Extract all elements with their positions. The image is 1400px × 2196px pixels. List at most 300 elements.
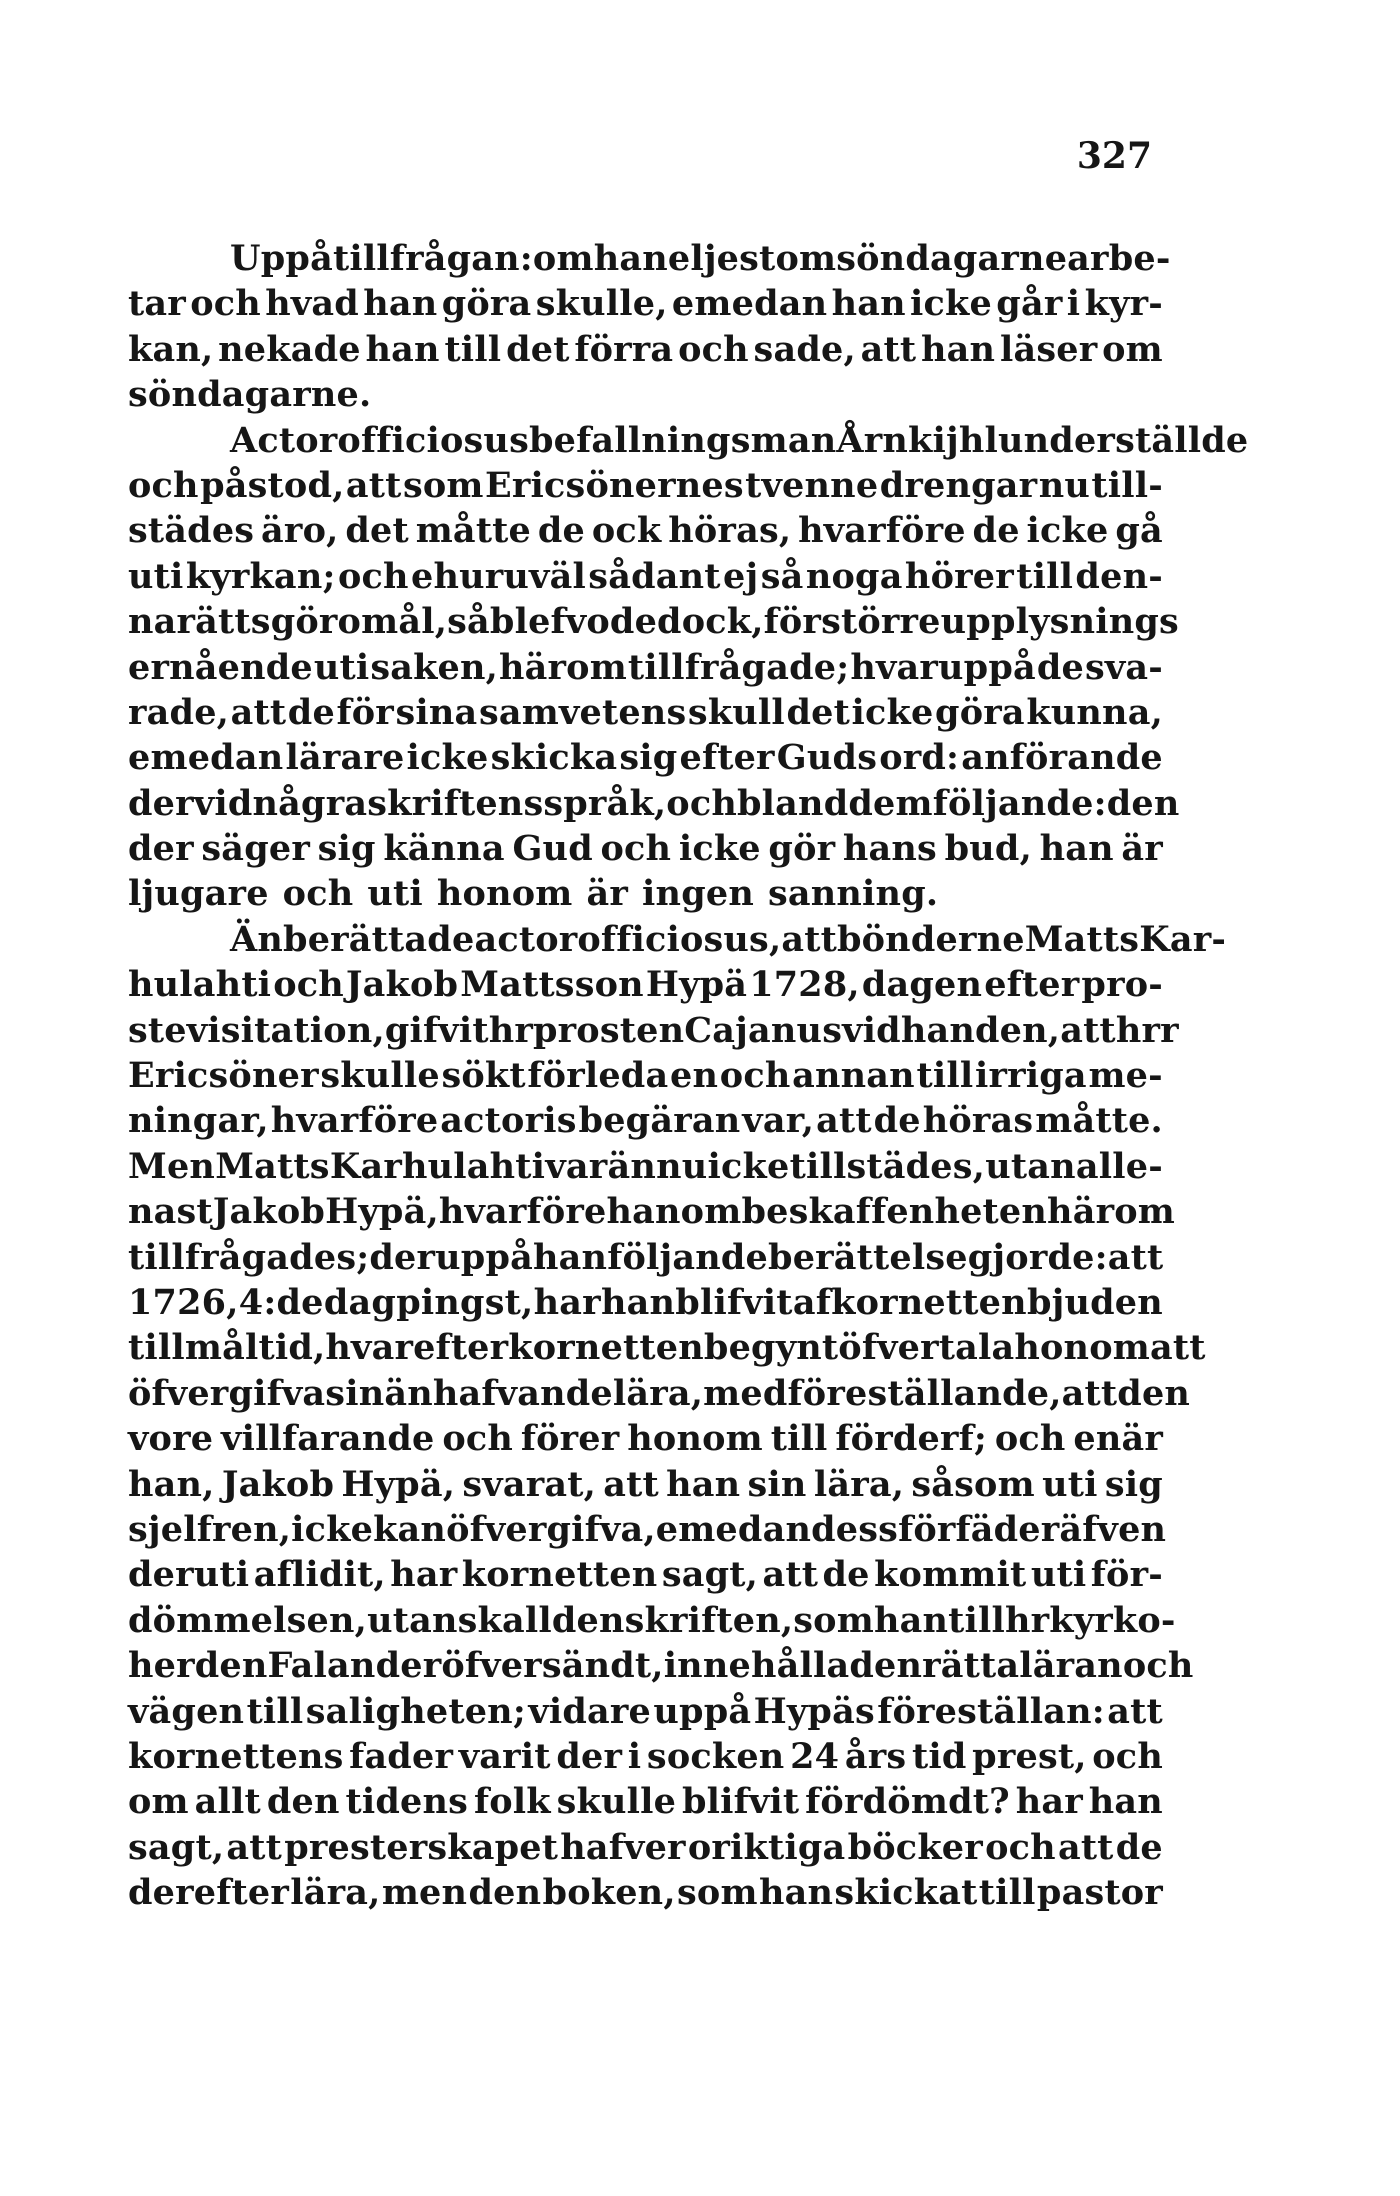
word: hafver xyxy=(560,1826,686,1868)
word: uti xyxy=(128,555,184,597)
word: ord: xyxy=(879,737,960,779)
word: till xyxy=(770,1418,828,1460)
word: att xyxy=(1060,1009,1116,1051)
word: för xyxy=(336,691,394,733)
word: sig xyxy=(317,828,376,870)
word: föreställande, xyxy=(787,1372,1062,1414)
word: så xyxy=(447,601,490,643)
word: alle- xyxy=(1075,1145,1163,1187)
word: och xyxy=(273,964,344,1006)
word: sagt, xyxy=(128,1826,225,1868)
word: handen, xyxy=(900,1009,1061,1051)
word: noga xyxy=(805,555,903,597)
word: att xyxy=(1061,1372,1118,1414)
word: om xyxy=(680,1191,742,1233)
word: att xyxy=(1149,1327,1206,1369)
word: lärare xyxy=(285,737,405,779)
text-line xyxy=(128,1235,1163,1280)
word: svarat, xyxy=(462,1463,596,1505)
word: läran xyxy=(1019,1645,1123,1687)
word: gå xyxy=(1115,510,1163,552)
word: lära, xyxy=(612,1372,704,1414)
text-line xyxy=(128,1507,1167,1552)
word: bud, xyxy=(944,828,1032,870)
text-line xyxy=(128,1416,1163,1461)
word: icke xyxy=(910,283,992,325)
word: ingen xyxy=(642,873,754,915)
word: göromål, xyxy=(270,601,448,643)
word: gifvit xyxy=(384,1009,489,1051)
word: och xyxy=(994,1418,1066,1460)
word: 4:de xyxy=(238,1281,324,1323)
word: måtte xyxy=(415,510,532,552)
word: de xyxy=(1036,646,1084,688)
word: göra xyxy=(441,283,532,325)
text-line xyxy=(128,1734,1163,1779)
word: sade, xyxy=(753,328,856,370)
word: skriften, xyxy=(624,1599,794,1641)
word: den xyxy=(1117,1372,1191,1414)
text-line xyxy=(128,1462,1163,1507)
word: ningar, xyxy=(128,1100,269,1142)
word: sanning. xyxy=(767,873,939,915)
word: hvaruppå xyxy=(850,646,1036,688)
word: irriga xyxy=(974,1055,1087,1097)
word: varit xyxy=(458,1735,551,1777)
word: sin xyxy=(747,1463,807,1505)
word: blefvo xyxy=(489,601,610,643)
word: höras xyxy=(922,1100,1034,1142)
word: att xyxy=(1107,1690,1163,1732)
word: föreställan: xyxy=(877,1690,1105,1732)
word: ännu xyxy=(607,1145,708,1187)
word: samvetens xyxy=(478,691,687,733)
word: förleda xyxy=(527,1055,669,1097)
word: kyrko- xyxy=(1049,1599,1176,1641)
word: sådant xyxy=(588,555,721,597)
word: han xyxy=(831,283,906,325)
word: som xyxy=(402,464,484,506)
word: förderf; xyxy=(835,1418,987,1460)
word: pingst, xyxy=(396,1281,534,1323)
word: hvarföre xyxy=(270,1100,439,1142)
word: Actor xyxy=(230,419,338,461)
word: om xyxy=(1102,328,1163,370)
word: sagt, xyxy=(661,1554,759,1596)
word: om xyxy=(532,238,594,279)
word: utan xyxy=(985,1145,1076,1187)
word: till xyxy=(444,328,502,370)
word: emedan xyxy=(671,283,828,325)
word: skull xyxy=(687,691,785,733)
word: pro- xyxy=(1081,964,1163,1006)
word: att xyxy=(226,1826,283,1868)
word: Jakob xyxy=(221,1463,335,1505)
text-line xyxy=(128,871,1163,916)
word: härom xyxy=(499,646,627,688)
word: han xyxy=(533,1236,608,1278)
word: de xyxy=(873,1100,921,1142)
word: 1726, xyxy=(128,1281,239,1323)
word: icke xyxy=(851,691,934,733)
word: som xyxy=(677,1872,758,1914)
word: icke xyxy=(707,1145,790,1187)
word: der xyxy=(128,828,194,870)
text-line xyxy=(128,781,1180,826)
word: till- xyxy=(1091,464,1163,506)
word: den xyxy=(1106,782,1180,824)
word: kan, xyxy=(128,328,214,370)
word: den- xyxy=(1075,555,1163,597)
word: de xyxy=(287,691,335,733)
word: och xyxy=(190,283,261,325)
word: ej xyxy=(723,555,759,597)
word: tvenne xyxy=(745,464,879,506)
word: språk, xyxy=(543,782,667,824)
word: har xyxy=(533,1281,601,1323)
word: göra xyxy=(935,691,1025,733)
word: i xyxy=(1066,283,1081,325)
word: utan xyxy=(367,1599,458,1641)
word: tillstädes, xyxy=(789,1145,986,1187)
word: folk xyxy=(473,1781,551,1823)
word: att xyxy=(781,918,837,960)
word: Cajanus xyxy=(684,1009,843,1051)
word: herden xyxy=(128,1645,268,1687)
word: lära, xyxy=(290,1872,381,1914)
word: han xyxy=(606,1191,681,1233)
word: böcker xyxy=(847,1826,983,1868)
word: Hypäs xyxy=(753,1690,875,1732)
word: me- xyxy=(1088,1055,1163,1097)
word: dag xyxy=(323,1281,397,1323)
word: följande: xyxy=(932,782,1107,824)
text-line xyxy=(128,1779,1163,1824)
word: begäran xyxy=(578,1100,741,1142)
word: en xyxy=(670,1055,719,1097)
word: Men xyxy=(128,1145,216,1187)
word: den xyxy=(266,1781,340,1823)
word: actor xyxy=(474,918,578,960)
word: Mattsson xyxy=(460,964,644,1006)
word: oriktiga xyxy=(687,1826,846,1868)
word: följande xyxy=(607,1236,769,1278)
word: skriftens xyxy=(367,782,544,824)
word: till xyxy=(128,1327,185,1369)
word: aflidit, xyxy=(253,1554,386,1596)
text-line xyxy=(128,236,1171,281)
word: och xyxy=(678,328,749,370)
word: den xyxy=(849,1645,923,1687)
word: uppå xyxy=(653,1690,752,1732)
word: tillfrågan: xyxy=(332,238,533,279)
word: ock xyxy=(591,510,662,552)
text-line xyxy=(128,1870,1163,1915)
word: skulle xyxy=(320,1055,440,1097)
word: skicka xyxy=(490,737,618,779)
word: nu xyxy=(1038,464,1090,506)
word: han xyxy=(921,328,996,370)
word: sökt xyxy=(441,1055,526,1097)
word: hafvande xyxy=(432,1372,613,1414)
word: underställde xyxy=(998,419,1249,461)
word: om xyxy=(775,238,837,279)
word: af xyxy=(792,1281,831,1323)
text-line xyxy=(128,1189,1175,1234)
word: måltid, xyxy=(184,1327,326,1369)
word: och xyxy=(337,555,409,597)
word: till xyxy=(1016,555,1074,597)
word: kornettens xyxy=(128,1735,344,1777)
word: sva- xyxy=(1084,646,1163,688)
word: Årnkijhl xyxy=(836,419,998,461)
word: den xyxy=(551,1599,625,1641)
word: deruppå xyxy=(369,1236,534,1278)
word: skall xyxy=(457,1599,552,1641)
word: och xyxy=(442,1418,514,1460)
word: sig xyxy=(619,737,678,779)
word: de xyxy=(537,510,586,552)
word: att xyxy=(762,1554,819,1596)
word: större xyxy=(821,601,941,643)
word: tid xyxy=(911,1735,967,1777)
word: saken, xyxy=(370,646,499,688)
word: Än xyxy=(230,918,284,960)
word: presterskapet xyxy=(284,1826,559,1868)
word: villfarande xyxy=(221,1418,435,1460)
word: vore xyxy=(128,1418,214,1460)
word: har xyxy=(1015,1781,1083,1823)
text-line xyxy=(128,463,1163,508)
word: boken, xyxy=(542,1872,676,1914)
word: dem xyxy=(848,782,933,824)
word: uti xyxy=(1042,1463,1098,1505)
word: kunna, xyxy=(1026,691,1163,733)
word: drengar xyxy=(879,464,1038,506)
word: berättade xyxy=(283,918,475,960)
word: öfvergifva xyxy=(128,1372,326,1414)
word: hvad xyxy=(265,283,359,325)
word: gör xyxy=(768,828,836,870)
word: bland xyxy=(737,782,849,824)
word: prosten xyxy=(532,1009,685,1051)
word: Karhulahti xyxy=(329,1145,546,1187)
word: Ericsönernes xyxy=(485,464,744,506)
word: de xyxy=(1115,1826,1163,1868)
word: Guds xyxy=(776,737,878,779)
word: kornetten xyxy=(508,1327,704,1369)
word: berättelse xyxy=(768,1236,968,1278)
word: befallningsman xyxy=(528,419,837,461)
word: det xyxy=(345,510,409,552)
word: vägen xyxy=(128,1690,245,1732)
text-line xyxy=(128,281,1163,326)
word: tar xyxy=(128,283,186,325)
word: Gud xyxy=(512,828,593,870)
word: och xyxy=(282,873,354,915)
text-line xyxy=(128,1371,1191,1416)
word: hrr xyxy=(1115,1009,1179,1051)
text-line xyxy=(128,1552,1163,1597)
word: öfvertala xyxy=(838,1327,1015,1369)
text-line xyxy=(128,599,1179,644)
word: han xyxy=(365,328,440,370)
word: innehålla xyxy=(663,1645,850,1687)
word: han xyxy=(1039,828,1114,870)
word: deruti xyxy=(128,1554,250,1596)
text-line xyxy=(128,690,1163,735)
word: dömmelsen, xyxy=(128,1599,368,1641)
word: och xyxy=(666,782,737,824)
word: Ericsöner xyxy=(128,1055,319,1097)
word: saligheten; xyxy=(305,1690,526,1732)
word: de xyxy=(609,601,658,643)
word: än xyxy=(384,1372,433,1414)
word: förfäder xyxy=(898,1508,1060,1550)
word: dess xyxy=(811,1508,899,1550)
word: han xyxy=(666,1463,741,1505)
word: var xyxy=(545,1145,608,1187)
text-line xyxy=(128,1643,1194,1688)
word: tillfrågade; xyxy=(627,646,850,688)
word: och xyxy=(1092,1735,1163,1777)
text-line xyxy=(128,372,1163,417)
word: allt xyxy=(194,1781,261,1823)
word: rätta xyxy=(922,1645,1020,1687)
word: att xyxy=(860,328,917,370)
word: års xyxy=(844,1735,907,1777)
word: dock, xyxy=(657,601,764,643)
word: har xyxy=(390,1554,458,1596)
word: kan xyxy=(373,1508,447,1550)
word: Matts xyxy=(215,1145,330,1187)
word: honom xyxy=(436,873,573,915)
word: Jakob xyxy=(212,1191,326,1233)
word: kyrkan; xyxy=(185,555,336,597)
word: skickat xyxy=(834,1872,978,1914)
word: honom xyxy=(1014,1327,1150,1369)
word: hulahti xyxy=(128,964,272,1006)
word: att xyxy=(603,1463,659,1505)
word: prest, xyxy=(972,1735,1087,1777)
text-line xyxy=(128,1825,1163,1870)
word: officiosus xyxy=(337,419,529,461)
word: i xyxy=(627,1735,642,1777)
text-line xyxy=(128,1144,1163,1189)
word: der xyxy=(556,1735,623,1777)
word: begynt xyxy=(703,1327,839,1369)
word: ljugare xyxy=(128,873,269,915)
text-line xyxy=(128,645,1163,690)
word: gjorde: xyxy=(967,1236,1108,1278)
page-number: 327 xyxy=(1076,135,1152,177)
word: och xyxy=(1122,1645,1194,1687)
word: att xyxy=(230,691,287,733)
text-line xyxy=(128,1008,1179,1053)
word: nast xyxy=(128,1191,213,1233)
text-line xyxy=(128,418,1249,463)
word: det xyxy=(506,328,570,370)
word: sina xyxy=(395,691,478,733)
word: Falander xyxy=(267,1645,442,1687)
word: emedan xyxy=(128,737,284,779)
word: äro, xyxy=(261,510,339,552)
word: öfvergifva, xyxy=(446,1508,656,1550)
word: enär xyxy=(1073,1418,1163,1460)
word: och xyxy=(719,1055,791,1097)
word: beskaffenheten xyxy=(741,1191,1048,1233)
word: till xyxy=(916,1055,974,1097)
word: skulle xyxy=(556,1781,677,1823)
word: Hypä xyxy=(645,964,748,1006)
word: blifvit xyxy=(681,1781,800,1823)
text-line xyxy=(128,554,1163,599)
word: bönderne xyxy=(836,918,1025,960)
word: han xyxy=(600,1281,676,1323)
word: att xyxy=(816,1100,872,1142)
word: förra xyxy=(574,328,674,370)
word: skulle, xyxy=(535,283,668,325)
word: några xyxy=(252,782,368,824)
word: är xyxy=(1121,828,1163,870)
text-line xyxy=(128,327,1163,372)
word: fördömdt? xyxy=(805,1781,1010,1823)
word: söndagarne xyxy=(836,238,1068,279)
word: 1728, xyxy=(749,964,860,1006)
word: eljest xyxy=(667,238,776,279)
word: rätts xyxy=(176,601,271,643)
word: till xyxy=(948,1599,1005,1641)
word: officiosus, xyxy=(577,918,782,960)
word: den xyxy=(468,1872,542,1914)
text-line xyxy=(128,1098,1163,1143)
word: anförande xyxy=(961,737,1163,779)
word: kornetten xyxy=(461,1554,658,1596)
word: för xyxy=(763,601,822,643)
word: till xyxy=(246,1690,304,1732)
word: är xyxy=(586,873,629,915)
word: uti xyxy=(367,873,423,915)
text-line xyxy=(128,1598,1176,1643)
word: ernående xyxy=(128,646,313,688)
word: honom xyxy=(627,1418,763,1460)
word: icke xyxy=(678,828,761,870)
word: emedan xyxy=(655,1508,812,1550)
word: lära, xyxy=(813,1463,905,1505)
word: sin xyxy=(325,1372,385,1414)
word: han xyxy=(593,238,668,279)
word: actoris xyxy=(440,1100,577,1142)
word: stevisitation, xyxy=(128,1009,385,1051)
word: för- xyxy=(1090,1554,1163,1596)
word: och xyxy=(985,1826,1056,1868)
word: uti xyxy=(313,646,370,688)
text-line xyxy=(128,1053,1163,1098)
word: måtte. xyxy=(1035,1100,1163,1142)
word: säger xyxy=(201,828,310,870)
word: Jakob xyxy=(345,964,459,1006)
word: upplysnings xyxy=(940,601,1179,643)
word: icke xyxy=(406,737,489,779)
word: städes xyxy=(128,510,255,552)
word: och xyxy=(128,464,199,506)
body-text xyxy=(128,236,1249,1915)
word: så xyxy=(760,555,804,597)
word: Hypä, xyxy=(325,1191,439,1233)
word: men xyxy=(381,1872,468,1914)
word: Matts xyxy=(1024,918,1140,960)
word: dagen xyxy=(861,964,983,1006)
